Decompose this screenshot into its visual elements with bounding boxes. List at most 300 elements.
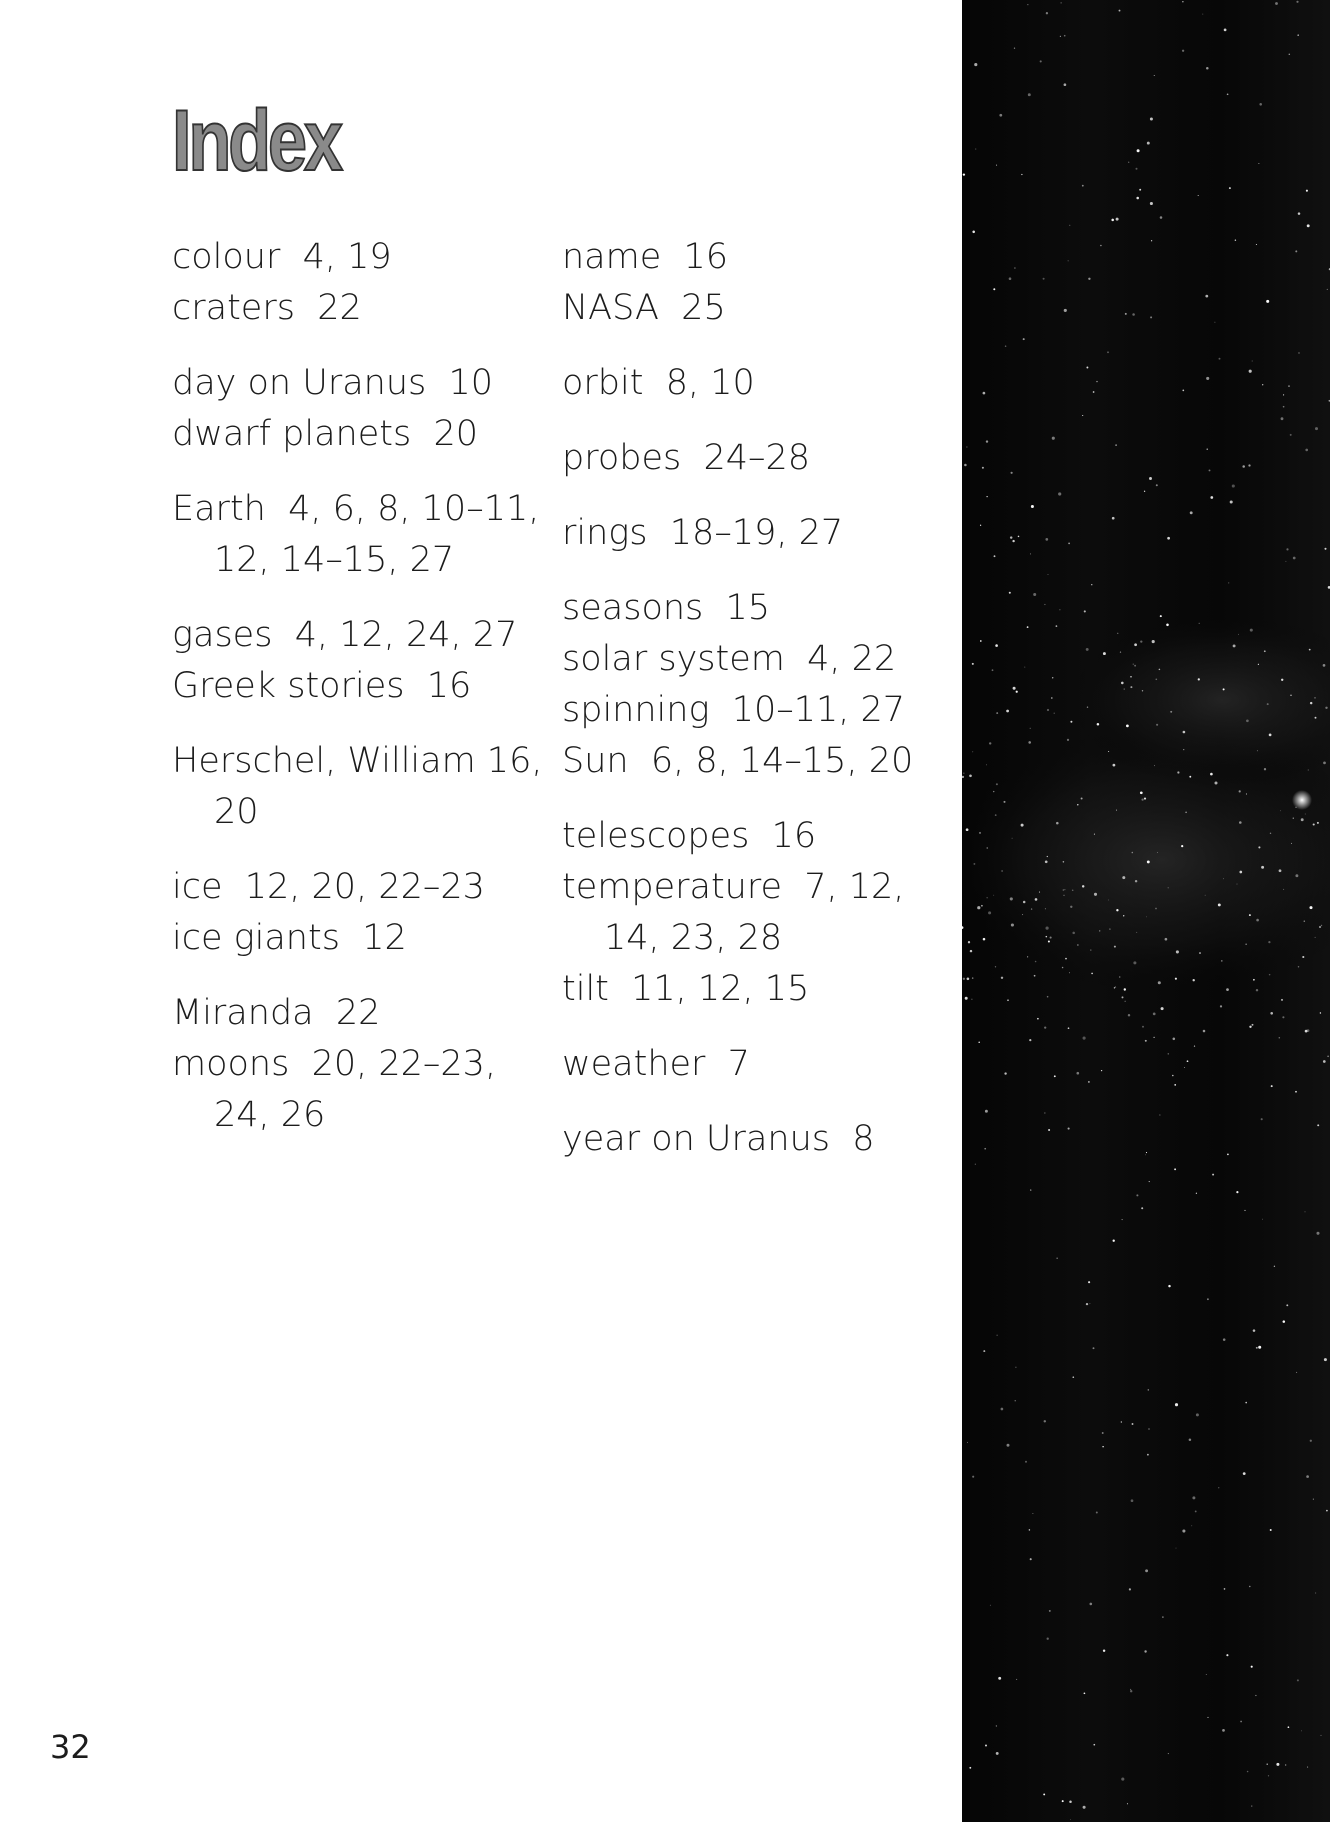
star-dot: [1293, 557, 1296, 560]
star-dot: [1112, 517, 1115, 520]
index-group: [562, 433, 942, 484]
star-dot: [1150, 202, 1153, 205]
star-dot: [1250, 629, 1253, 632]
star-dot: [1156, 724, 1158, 726]
star-dot: [1120, 651, 1121, 652]
star-dot: [1320, 1012, 1321, 1013]
star-dot: [1323, 762, 1326, 765]
star-dot: [1145, 1040, 1147, 1042]
star-dot: [963, 772, 964, 773]
star-dot: [1226, 1654, 1228, 1656]
star-dot: [1252, 360, 1253, 361]
star-dot: [1102, 1446, 1103, 1447]
star-dot: [972, 1476, 974, 1478]
star-dot: [1266, 300, 1269, 303]
star-dot: [1028, 741, 1031, 744]
star-dot: [986, 440, 988, 442]
star-dot: [1281, 417, 1284, 420]
star-dot: [1011, 472, 1013, 474]
star-dot: [1016, 691, 1018, 693]
star-dot: [1130, 1690, 1132, 1692]
star-dot: [1262, 1219, 1263, 1220]
star-dot: [1295, 874, 1298, 877]
star-dot: [1175, 1403, 1178, 1406]
index-group: [562, 232, 942, 334]
star-dot: [1088, 278, 1090, 280]
star-dot: [1001, 977, 1003, 979]
star-dot: [1182, 1529, 1185, 1532]
star-dot: [1129, 1588, 1131, 1590]
star-dot: [1144, 1650, 1146, 1652]
star-dot: [1281, 999, 1283, 1001]
star-dot: [1207, 449, 1208, 450]
star-dot: [995, 644, 998, 647]
star-dot: [1001, 1408, 1004, 1411]
star-dot: [1117, 633, 1118, 634]
star-dot: [1090, 1603, 1093, 1606]
star-dot: [988, 911, 991, 914]
index-entry: telescopes 16: [562, 816, 817, 856]
star-dot: [1124, 988, 1126, 990]
starfield-image: [962, 0, 1330, 1822]
star-dot: [1122, 996, 1124, 998]
index-group: [562, 583, 942, 787]
star-dot: [1141, 1207, 1143, 1209]
star-dot: [1280, 810, 1281, 811]
index-group: [172, 232, 552, 334]
index-entry: solar system 4, 22: [562, 639, 897, 679]
star-dot: [967, 977, 970, 980]
star-dot: [1182, 390, 1184, 392]
star-dot: [1298, 352, 1299, 353]
star-dot: [1088, 1281, 1090, 1283]
star-dot: [1175, 978, 1177, 980]
star-dot: [1315, 937, 1316, 938]
star-dot: [1293, 818, 1294, 819]
star-dot: [1214, 322, 1215, 323]
star-dot: [1134, 665, 1136, 667]
star-dot: [1269, 734, 1272, 737]
star-dot: [1315, 1592, 1316, 1593]
star-dot: [1139, 189, 1141, 191]
star-dot: [1146, 1152, 1147, 1153]
star-dot: [1153, 1013, 1156, 1016]
star-dot: [1307, 1029, 1310, 1032]
star-dot: [1091, 584, 1092, 585]
star-dot: [1230, 500, 1233, 503]
star-dot: [1044, 1113, 1045, 1114]
star-dot: [1130, 686, 1132, 688]
star-dot: [1308, 769, 1309, 770]
star-dot: [1149, 477, 1152, 480]
star-dot: [1206, 377, 1209, 380]
star-dot: [1044, 1026, 1046, 1028]
star-dot: [1283, 406, 1285, 408]
star-dot: [1274, 1266, 1275, 1267]
star-dot: [1256, 989, 1258, 991]
star-dot: [1314, 697, 1315, 698]
star-dot: [1196, 1413, 1199, 1416]
star-dot: [1283, 889, 1284, 890]
star-dot: [1320, 1735, 1321, 1736]
star-dot: [1151, 240, 1152, 241]
star-dot: [1203, 1030, 1206, 1033]
star-dot: [1091, 973, 1093, 975]
star-dot: [1209, 469, 1211, 471]
index-entry: name 16: [562, 237, 729, 277]
star-dot: [1253, 979, 1255, 981]
star-dot: [1236, 1191, 1238, 1193]
star-dot: [1295, 1091, 1297, 1093]
page-title: Index: [172, 93, 340, 189]
star-dot: [1310, 1440, 1312, 1442]
star-dot: [1181, 845, 1183, 847]
page-number: 32: [50, 1728, 91, 1766]
star-dot: [1132, 1423, 1134, 1425]
star-dot: [1165, 938, 1168, 941]
star-dot: [1083, 1806, 1086, 1809]
star-dot: [987, 847, 988, 848]
star-dot: [1159, 669, 1161, 671]
star-dot: [984, 1148, 986, 1150]
star-dot: [1306, 1475, 1309, 1478]
star-dot: [1108, 751, 1109, 752]
star-dot: [1155, 678, 1157, 680]
star-dot: [1115, 986, 1116, 987]
star-dot: [1056, 625, 1058, 627]
star-dot: [1251, 1666, 1253, 1668]
index-entry: Earth 4, 6, 8, 10–11, 12, 14–15, 27: [172, 489, 551, 580]
star-dot: [1065, 958, 1067, 960]
star-dot: [1012, 540, 1014, 542]
star-dot: [1018, 536, 1020, 538]
star-dot: [1173, 1038, 1176, 1041]
star-dot: [1315, 717, 1317, 719]
star-dot: [968, 941, 970, 943]
star-dot: [1097, 723, 1100, 726]
star-dot: [1150, 118, 1153, 121]
star-dot: [1268, 941, 1270, 943]
star-dot: [1044, 604, 1045, 605]
star-dot: [1267, 703, 1269, 705]
star-dot: [1064, 889, 1065, 890]
star-dot: [966, 828, 969, 831]
star-dot: [1327, 1056, 1329, 1058]
star-dot: [1243, 1472, 1246, 1475]
index-entry: spinning 10–11, 27: [562, 690, 906, 730]
star-dot: [1068, 1027, 1070, 1029]
star-dot: [1160, 216, 1163, 219]
star-dot: [1327, 289, 1328, 290]
star-dot: [1010, 536, 1012, 538]
star-dot: [1258, 846, 1260, 848]
star-dot: [1264, 768, 1266, 770]
star-dot: [1113, 764, 1116, 767]
star-dot: [1030, 1189, 1031, 1190]
index-entry: rings 18–19, 27: [562, 513, 844, 553]
star-dot: [1005, 345, 1007, 347]
star-dot: [1045, 538, 1048, 541]
star-dot: [1279, 1037, 1281, 1039]
star-dot: [989, 742, 991, 744]
star-dot: [1270, 833, 1271, 834]
star-dot: [1206, 1674, 1207, 1675]
star-dot: [1113, 1240, 1115, 1242]
star-dot: [1087, 707, 1088, 708]
star-dot: [1136, 932, 1137, 933]
star-dot: [1154, 765, 1155, 766]
star-dot: [1220, 1005, 1222, 1007]
star-dot: [1271, 1085, 1273, 1087]
index-group: [172, 862, 552, 964]
star-dot: [1202, 14, 1203, 15]
star-dot: [1033, 593, 1036, 596]
index-entry: Miranda 22: [172, 993, 381, 1033]
star-dot: [1109, 928, 1111, 930]
star-dot: [1064, 309, 1067, 312]
star-dot: [1304, 920, 1305, 921]
star-dot: [1206, 67, 1209, 70]
star-dot: [1084, 1692, 1086, 1694]
star-dot: [1290, 695, 1291, 696]
star-dot: [1029, 1529, 1031, 1531]
star-dot: [1255, 1695, 1256, 1696]
star-dot: [1069, 1800, 1072, 1803]
star-dot: [1030, 728, 1031, 729]
star-dot: [980, 525, 981, 526]
star-dot: [1028, 93, 1031, 96]
star-dot: [1279, 869, 1282, 872]
index-column-left: [172, 232, 552, 1165]
star-dot: [1252, 1024, 1254, 1026]
star-dot: [996, 712, 998, 714]
star-dot: [1174, 1168, 1176, 1170]
star-dot: [1228, 582, 1229, 583]
star-dot: [1133, 961, 1136, 964]
star-dot: [1064, 35, 1066, 37]
star-dot: [969, 774, 972, 777]
star-dot: [1126, 725, 1129, 728]
star-dot: [965, 997, 968, 1000]
star-dot: [1205, 295, 1208, 298]
star-dot: [1047, 709, 1049, 711]
index-entry: ice 12, 20, 22–23: [172, 867, 485, 907]
star-dot: [1233, 644, 1236, 647]
star-dot: [1086, 367, 1088, 369]
star-dot: [1239, 790, 1241, 792]
star-dot: [1108, 900, 1109, 901]
index-group: [562, 811, 942, 1015]
star-dot: [1249, 914, 1251, 916]
star-dot: [998, 1677, 1001, 1680]
star-dot: [1316, 1232, 1319, 1235]
star-dot: [962, 776, 964, 778]
star-dot: [1121, 1421, 1122, 1422]
star-dot: [1189, 1438, 1192, 1441]
star-dot: [1057, 1258, 1058, 1259]
star-dot: [1047, 1638, 1049, 1640]
star-dot: [1054, 1075, 1056, 1077]
index-group: [562, 1039, 942, 1090]
star-dot: [1024, 667, 1025, 668]
star-dot: [1226, 988, 1229, 991]
star-dot: [1140, 640, 1142, 642]
star-dot: [1039, 892, 1040, 893]
star-dot: [1144, 491, 1145, 492]
star-dot: [1086, 648, 1089, 651]
star-dot: [1199, 952, 1201, 954]
star-dot: [963, 978, 965, 980]
star-dot: [1010, 897, 1013, 900]
star-dot: [1207, 1717, 1208, 1718]
star-dot: [1223, 688, 1225, 690]
star-dot: [1183, 731, 1186, 734]
star-dot: [1324, 1358, 1327, 1361]
star-dot: [1027, 956, 1028, 957]
star-dot: [1298, 966, 1299, 967]
index-entry: Greek stories 16: [172, 666, 472, 706]
index-entry: moons 20, 22–23, 24, 26: [172, 1044, 508, 1135]
star-dot: [1285, 561, 1286, 562]
star-dot: [1121, 682, 1124, 685]
star-dot: [1093, 1347, 1095, 1349]
index-group: [172, 736, 552, 838]
star-dot: [1082, 885, 1084, 887]
star-dot: [1155, 908, 1157, 910]
star-dot: [1313, 1499, 1314, 1500]
star-dot: [1221, 960, 1223, 962]
star-dot: [1158, 981, 1161, 984]
star-dot: [1127, 1803, 1128, 1804]
star-dot: [1247, 1771, 1249, 1773]
star-dot: [1166, 624, 1169, 627]
star-dot: [1232, 484, 1235, 487]
bright-star: [1292, 790, 1312, 810]
star-dot: [1309, 906, 1312, 909]
star-dot: [1172, 1075, 1174, 1077]
star-dot: [1170, 711, 1172, 713]
star-dot: [967, 1442, 968, 1443]
star-dot: [1270, 1012, 1273, 1015]
star-dot: [1168, 1285, 1170, 1287]
star-dot: [1156, 484, 1158, 486]
star-dot: [1282, 1016, 1284, 1018]
star-dot: [1069, 972, 1070, 973]
star-dot: [1125, 313, 1127, 315]
star-dot: [996, 1752, 999, 1755]
star-dot: [1014, 267, 1016, 269]
star-dot: [1023, 338, 1025, 340]
star-dot: [1132, 852, 1134, 854]
index-entry: probes 24–28: [562, 438, 811, 478]
star-dot: [1142, 1026, 1144, 1028]
star-dot: [1270, 1529, 1272, 1531]
index-entry: day on Uranus 10: [172, 363, 494, 403]
star-dot: [1059, 609, 1060, 610]
star-dot: [1240, 1721, 1242, 1723]
star-dot: [1077, 944, 1078, 945]
star-dot: [1325, 707, 1327, 709]
star-dot: [980, 640, 982, 642]
star-dot: [1249, 1026, 1251, 1028]
star-dot: [993, 895, 994, 896]
star-dot: [1056, 822, 1059, 825]
star-dot: [1160, 615, 1162, 617]
star-dot: [1096, 1512, 1098, 1514]
star-dot: [1136, 168, 1138, 170]
star-dot: [1122, 1219, 1123, 1220]
star-dot: [1326, 1510, 1328, 1512]
star-dot: [986, 496, 987, 497]
star-dot: [1296, 1, 1298, 3]
star-dot: [1047, 996, 1049, 998]
star-dot: [1049, 1610, 1051, 1612]
star-dot: [1168, 887, 1169, 888]
star-dot: [979, 832, 981, 834]
star-dot: [1264, 650, 1266, 652]
star-dot: [985, 1745, 987, 1747]
star-dot: [1119, 977, 1120, 978]
star-dot: [1198, 678, 1200, 680]
star-dot: [1067, 739, 1069, 741]
star-dot: [1315, 427, 1318, 430]
star-dot: [1196, 1193, 1197, 1194]
star-dot: [1219, 358, 1221, 360]
star-dot: [1281, 679, 1283, 681]
star-dot: [1136, 1194, 1138, 1196]
star-dot: [1076, 1072, 1079, 1075]
star-dot: [1062, 1800, 1064, 1802]
star-dot: [992, 669, 994, 671]
star-dot: [1046, 12, 1048, 14]
star-dot: [995, 966, 996, 967]
star-dot: [1167, 537, 1170, 540]
index-entry: craters 22: [172, 288, 362, 328]
star-dot: [1248, 464, 1250, 466]
star-dot: [1063, 861, 1065, 863]
star-dot: [1012, 838, 1013, 839]
star-dot: [1047, 856, 1048, 857]
star-dot: [1096, 381, 1097, 382]
star-dot: [1290, 434, 1292, 436]
star-dot: [982, 467, 984, 469]
star-dot: [981, 905, 983, 907]
star-dot: [1301, 818, 1304, 821]
index-entry: NASA 25: [562, 288, 726, 328]
star-dot: [1007, 999, 1009, 1001]
star-dot: [1210, 773, 1213, 776]
star-dot: [1115, 444, 1117, 446]
star-dot: [1088, 1081, 1090, 1083]
star-dot: [1124, 689, 1125, 690]
star-dot: [1015, 1367, 1016, 1368]
star-dot: [1288, 385, 1290, 387]
star-dot: [1286, 548, 1288, 550]
star-dot: [983, 1350, 985, 1352]
star-dot: [996, 165, 997, 166]
star-dot: [1037, 1018, 1039, 1020]
star-dot: [970, 950, 972, 952]
star-dot: [1323, 1060, 1326, 1063]
star-dot: [1198, 195, 1199, 196]
star-dot: [971, 999, 972, 1000]
star-dot: [1094, 893, 1097, 896]
star-dot: [1051, 697, 1053, 699]
star-dot: [1122, 876, 1125, 879]
star-dot: [1046, 927, 1049, 930]
index-entry: Sun 6, 8, 14–15, 20: [562, 741, 914, 781]
star-dot: [964, 464, 967, 467]
